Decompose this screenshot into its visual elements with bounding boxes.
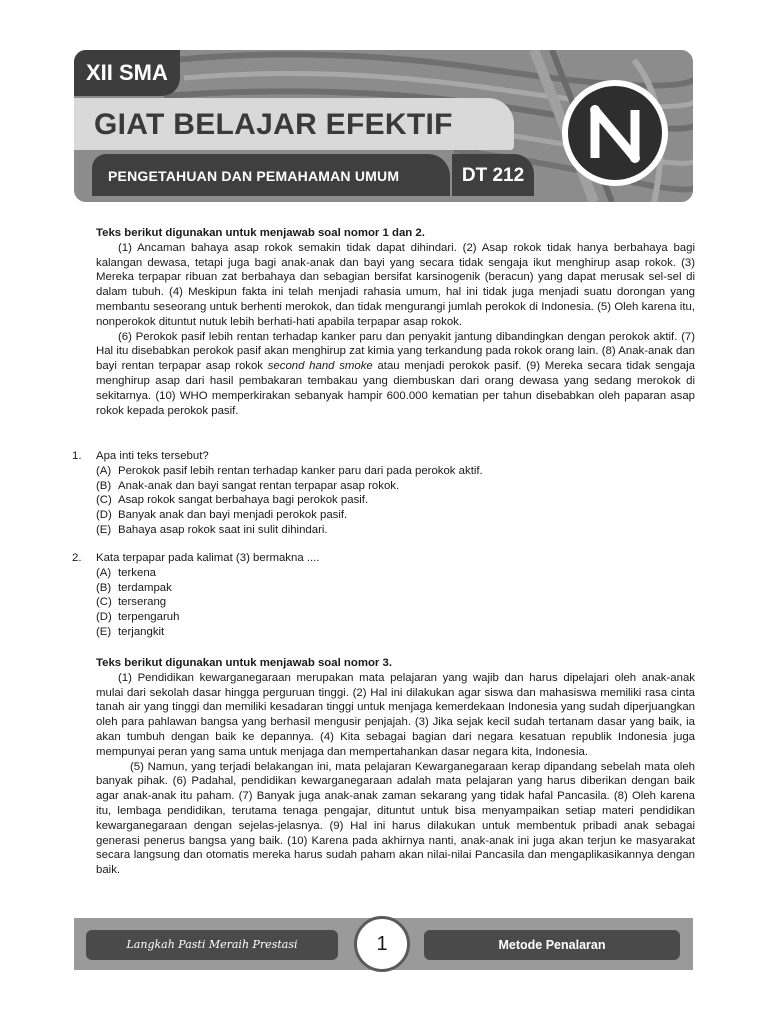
option-d[interactable] [72,610,692,625]
question-number: 1. [72,450,82,462]
option-text: Banyak anak dan bayi menjadi perokok pasif. [118,509,348,522]
option-letter: (C) [96,596,112,609]
passage-1-paragraph-1: (1) Ancaman bahaya asap rokok semakin tidak dapat dihindari. (2) Asap rokok tidak hanya berbahaya bagi kalangan dewasa, tetapi juga bagi anak-anak dan bayi yang secara tidak sengaja ikut menghirup asap rokok. (3) Mereka terpapar ribuan zat berbahaya dan sebagian bersifat karsinogenik (beracun) yang dapat merusak sel-sel di dalam tubuh. (4) Meskipun fakta ini telah menjadi rahasia umum, hal ini tidak juga menjadi suatu dorongan yang membantu seseorang untuk berhenti merokok, dan tidak mengurangi jumlah perokok di Indonesia. (5) Oleh karena itu, nonperokok dituntut nutuk lebih berhati-hati apabila terpapar asap rokok. [96,241,695,328]
option-text: terkena [118,566,156,579]
option-e[interactable] [72,523,692,538]
page-title: GIAT BELAJAR EFEKTIF [74,98,514,150]
option-letter: (E) [96,523,112,536]
option-letter: (D) [96,611,112,624]
option-a[interactable] [72,464,692,479]
option-text: Asap rokok sangat berbahaya bagi perokok pasif. [118,494,369,507]
question-text: Kata terpapar pada kalimat (3) bermakna .... [96,552,320,564]
option-c[interactable] [72,595,692,610]
passage-2-paragraph-2: (5) Namun, yang terjadi belakangan ini, mata pelajaran Kewarganegaraan kerap dipandang sebelah mata oleh banyak pihak. (6) Padahal, pendidikan kewarganegaraan adalah mata pelajaran yang harus diberikan dengan baik agar anak-anak itu paham. (7) Banyak juga anak-anak zaman sekarang yang tidak hafal Pancasila. (8) Oleh karena itu, lembaga pendidikan, terutama tenaga pengajar, dituntut untuk bisa menyampaikan setiap materi pendidikan kewarganegaraan dengan sejelas-jelasnya. (9) Hal ini harus dilakukan untuk membentuk pribadi anak sebagai generasi penerus bangsa yang baik. (10) Karena pada akhirnya nanti, anak-anak ini juga akan terjun ke masyarakat secara langsung dan otomatis mereka harus sudah paham akan nilai-nilai Pancasila dan mengaplikasikannya dengan baik. [96,760,695,877]
passage-1-paragraph-2 [96,330,695,419]
passage-1-heading: Teks berikut digunakan untuk menjawab soal nomor 1 dan 2. [96,227,425,239]
option-d[interactable] [72,508,692,523]
passage-2 [96,656,695,878]
passage-2-heading: Teks berikut digunakan untuk menjawab soal nomor 3. [96,657,393,669]
subject-label: PENGETAHUAN DAN PEMAHAMAN UMUM [92,154,450,196]
option-letter: (D) [96,509,112,522]
option-letter: (E) [96,625,112,638]
option-a[interactable] [72,566,692,581]
option-text: terpengaruh [118,611,180,624]
para2-text-start: (6) Perokok pasif lebih rentan terhadap kanker paru dan penyakit jantung dibandingkan dengan perokok aktif. (7) Hal itu disebabkan perokok pasif akan menghirup zat kimia yang terkandung pada rokok orang lain. (8) Anak-anak dan bayi rentan terpapar asap rokok [96,330,695,373]
question-number: 2. [72,552,82,564]
option-text: terdampak [118,581,172,594]
option-b[interactable] [72,581,692,596]
passage-1 [96,226,695,418]
option-letter: (A) [96,464,112,477]
question-text: Apa inti teks tersebut? [96,450,209,462]
grade-label: XII SMA [74,50,180,96]
footer-tagline: Langkah Pasti Meraih Prestasi [86,930,338,960]
option-letter: (B) [96,479,112,492]
question-2 [72,551,692,640]
option-text: Perokok pasif lebih rentan terhadap kanker paru dari pada perokok aktif. [118,464,483,477]
option-letter: (B) [96,581,112,594]
option-text: Bahaya asap rokok saat ini sulit dihindari. [118,523,328,536]
para2-text-end: atau menjadi perokok pasif. (9) Mereka secara tidak sengaja menghirup asap dari hasil pembakaran tembakau yang diembuskan dari orang dewasa yang sedang merokok di sekitarnya. (10) WHO memperkirakan sebanyak hampir 600.000 kematian per tahun disebabkan oleh paparan asap rokok kepada perokok pasif. [96,360,696,417]
test-code: DT 212 [452,154,534,196]
question-1 [72,449,692,538]
option-b[interactable] [72,479,692,494]
option-text: terjangkit [118,625,165,638]
option-text: terserang [118,596,167,609]
footer-section: Metode Penalaran [424,930,680,960]
para2-italic-term: second hand smoke [267,360,373,373]
option-letter: (A) [96,566,112,579]
option-c[interactable] [72,493,692,508]
option-e[interactable] [72,625,692,640]
n-logo-icon [560,78,670,188]
page-number: 1 [354,916,410,972]
passage-2-paragraph-1: (1) Pendidikan kewarganegaraan merupakan mata pelajaran yang wajib dan harus dipelajari oleh anak-anak mulai dari sekolah dasar hingga perguruan tinggi. (2) Hal ini dilakukan agar siswa dan mahasiswa memiliki rasa cinta tanah air yang tinggi dan memiliki kesadaran tinggi untuk menjaga kemerdekaan Indonesia yang sudah diperjuangkan oleh para pahlawan bangsa yang berhasil mengusir penjajah. (3) Jika sejak kecil sudah tertanam dasar yang baik, ia akan tumbuh dengan baik ke depannya. (4) Kita sebagai bagian dari negara kesatuan republik Indonesia juga mempunyai peran yang sama untuk menjaga dan mempertahankan dasar negara kita, Indonesia. [96,671,695,758]
option-letter: (C) [96,494,112,507]
option-text: Anak-anak dan bayi sangat rentan terpapar asap rokok. [118,479,400,492]
